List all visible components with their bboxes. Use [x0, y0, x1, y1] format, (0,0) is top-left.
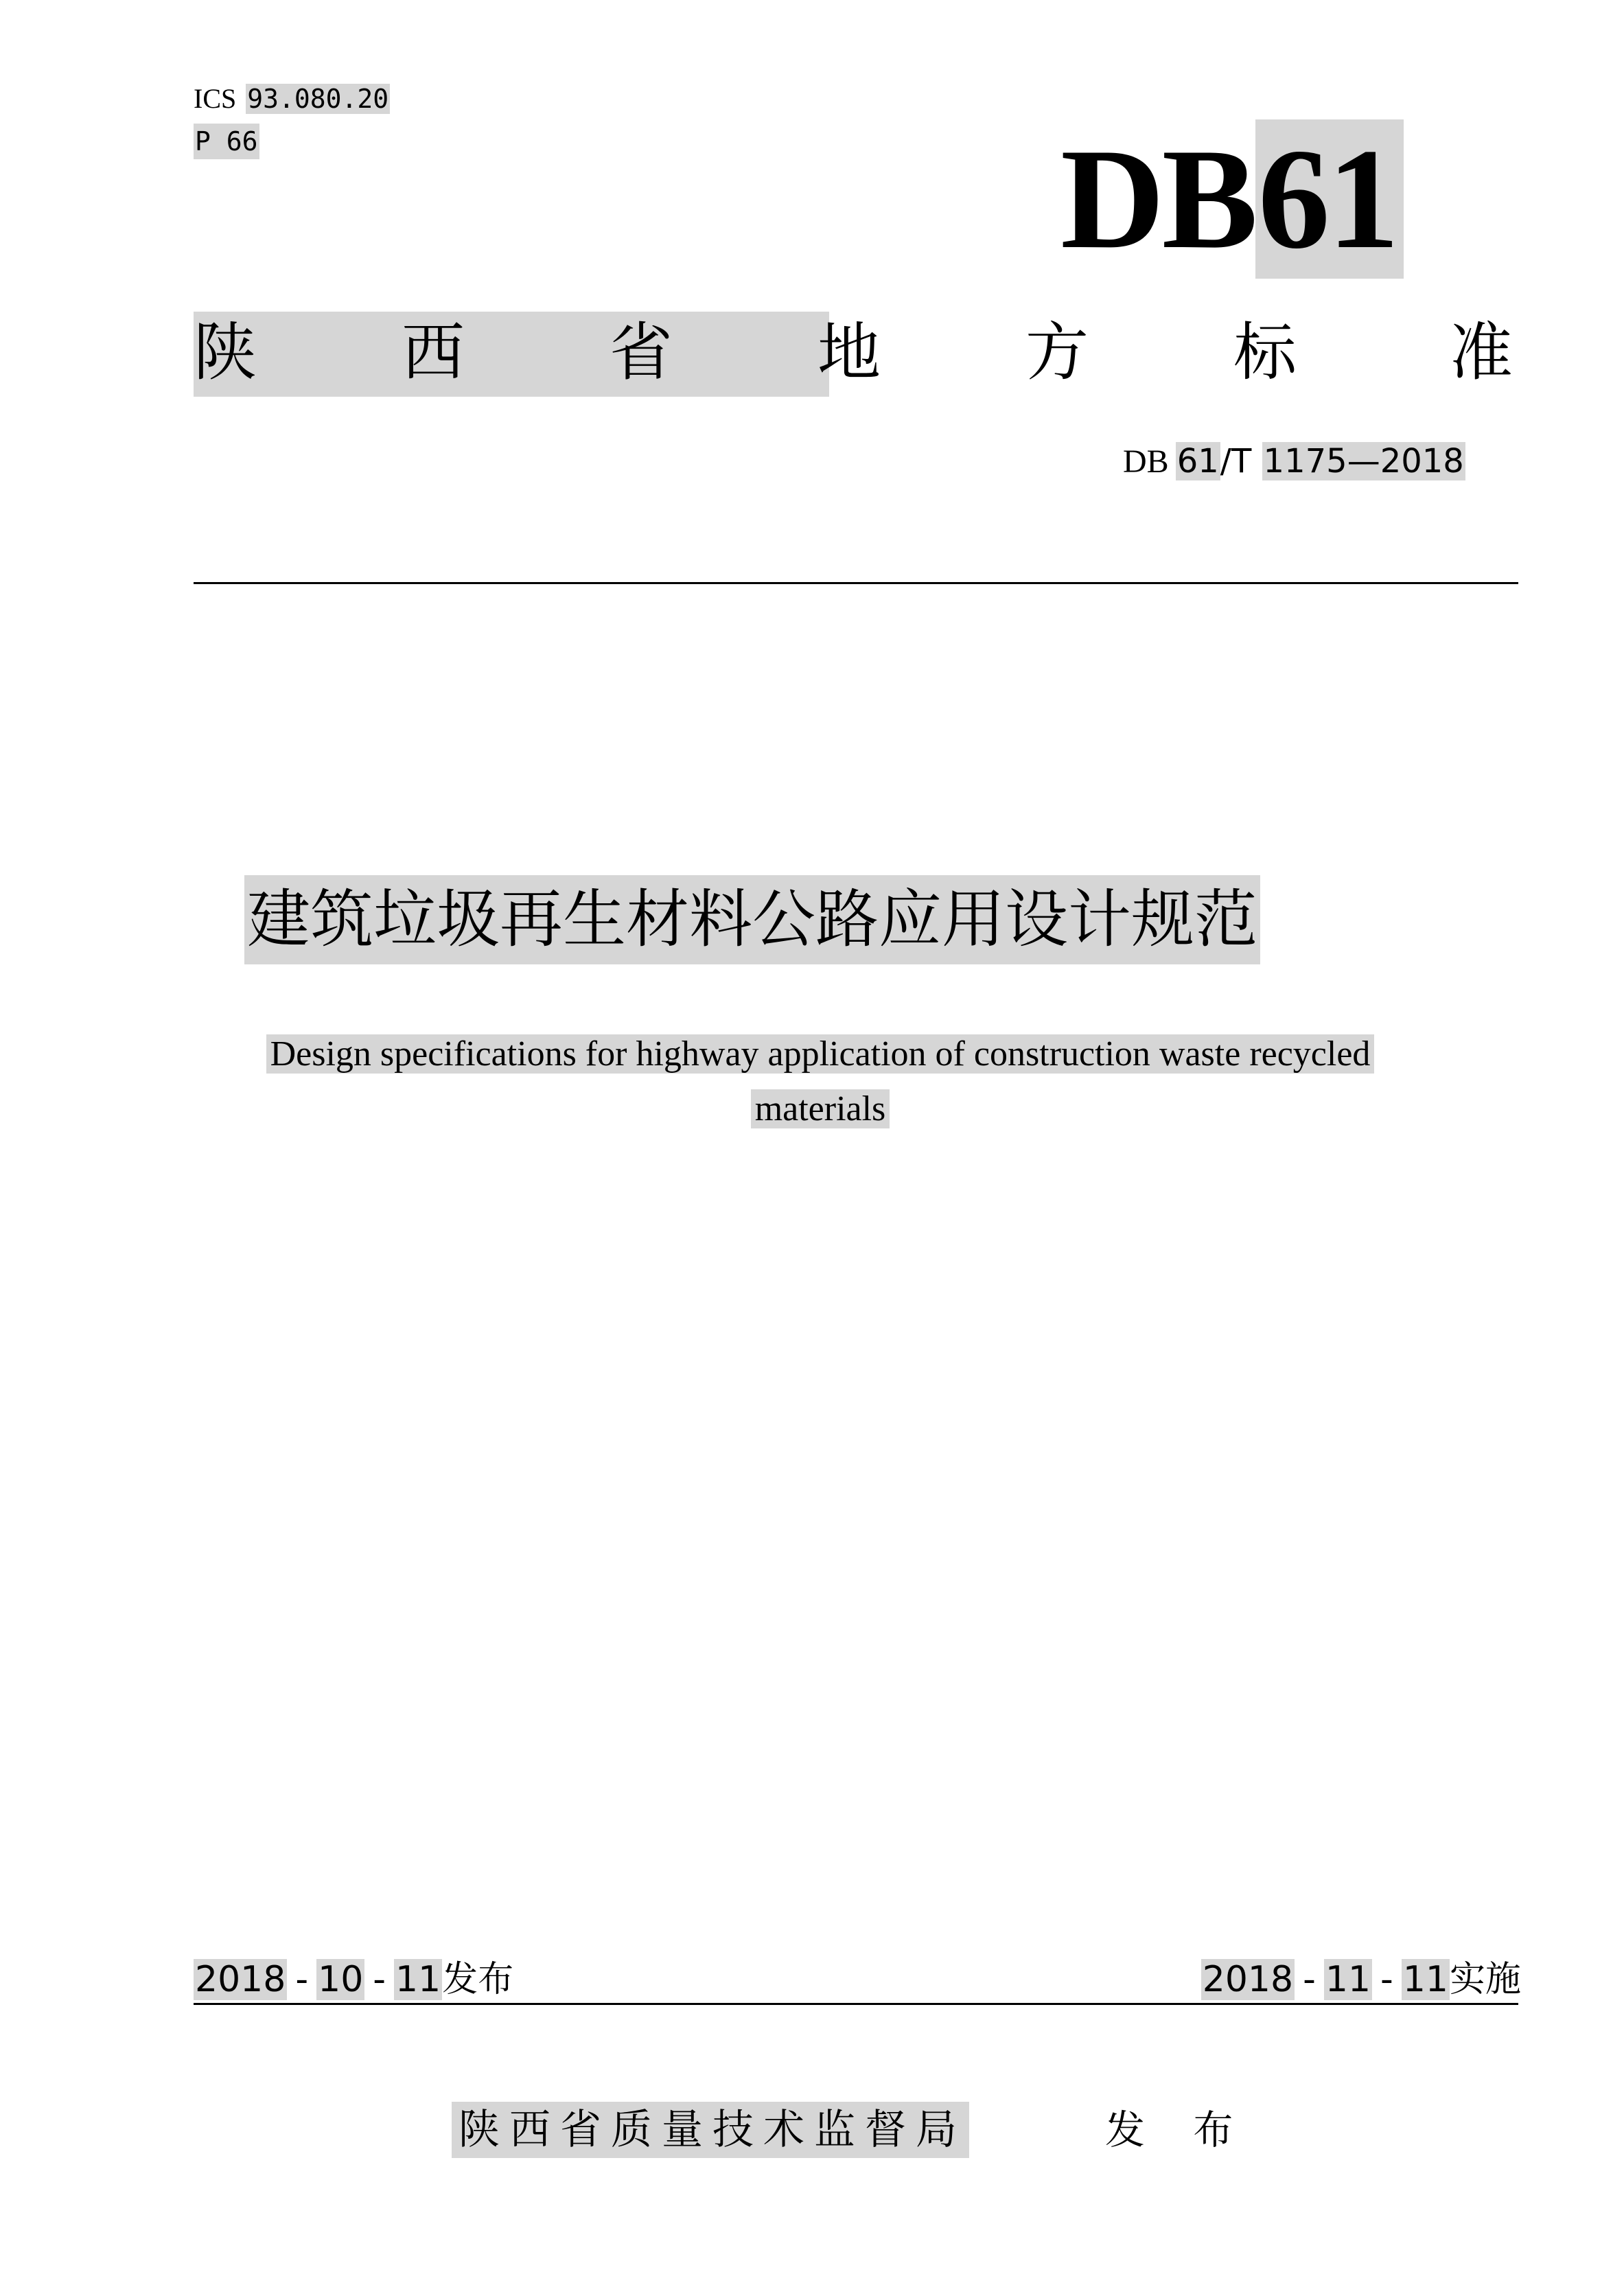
standard-code-suffix: /T — [1220, 442, 1252, 480]
publish-label: 发布 — [442, 1959, 514, 2000]
standard-type-char: 西 — [402, 316, 465, 389]
issuing-authority: 陕西省质量技术监督局 — [452, 2102, 969, 2158]
publish-day: 11 — [395, 1959, 441, 2000]
implement-day: 11 — [1402, 1959, 1448, 2000]
publish-month: 10 — [318, 1959, 364, 2000]
standard-type-heading — [194, 309, 1518, 398]
publish-date — [194, 1955, 513, 2004]
date-separator: - — [1303, 1959, 1316, 2000]
ics-label: ICS — [194, 83, 237, 114]
implement-label: 实施 — [1449, 1959, 1521, 2000]
db-logo-prefix: DB — [1060, 119, 1255, 279]
implement-month: 11 — [1325, 1959, 1371, 2000]
title-english-line1: Design specifications for highway application of construction waste recycled — [266, 1034, 1375, 1074]
standard-code-prefix: DB — [1123, 443, 1169, 480]
standard-type-char: 准 — [1450, 316, 1513, 389]
date-separator: - — [373, 1959, 386, 2000]
title-english — [194, 1027, 1447, 1137]
db-logo-number: 61 — [1255, 119, 1404, 279]
title-english-line2: materials — [751, 1089, 890, 1128]
standard-type-char: 地 — [817, 316, 881, 389]
date-separator: - — [1380, 1959, 1393, 2000]
date-separator: - — [295, 1959, 309, 2000]
p-code: P 66 — [194, 124, 259, 159]
standard-code-province: 61 — [1176, 442, 1219, 480]
implement-year: 2018 — [1202, 1959, 1294, 2000]
implement-date — [1201, 1955, 1521, 2004]
standard-type-highlight — [194, 312, 829, 397]
standard-type-char: 省 — [610, 316, 673, 389]
issue-label: 发 布 — [1105, 2107, 1251, 2153]
ics-classification — [194, 81, 390, 117]
standard-code-number: 1175—2018 — [1263, 442, 1464, 480]
ics-value: 93.080.20 — [247, 84, 389, 114]
standard-code — [1123, 439, 1465, 484]
footer-divider — [194, 2003, 1518, 2005]
header-divider — [194, 582, 1518, 584]
standard-type-char: 标 — [1233, 316, 1297, 389]
publish-year: 2018 — [195, 1959, 286, 2000]
standard-type-char: 陕 — [194, 316, 257, 389]
title-chinese: 建筑垃圾再生材料公路应用设计规范 — [244, 875, 1260, 964]
db-logo — [1060, 119, 1404, 279]
standard-type-char: 方 — [1025, 316, 1089, 389]
